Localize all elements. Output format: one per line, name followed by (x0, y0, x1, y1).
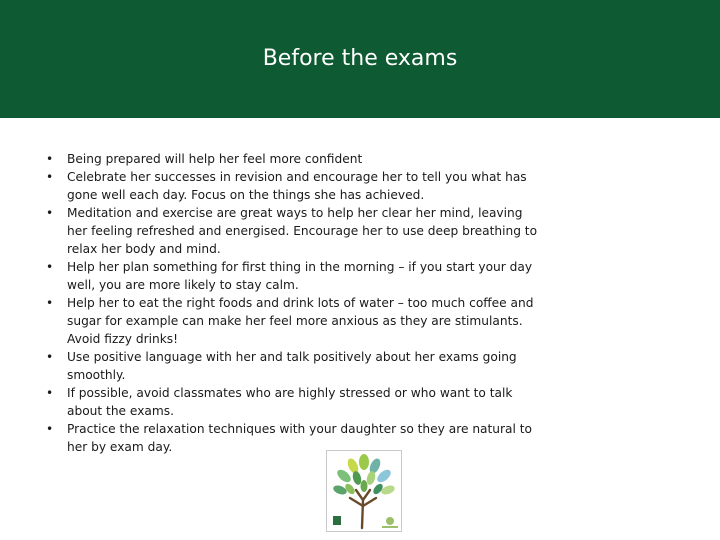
bullet-item (46, 384, 546, 420)
bullet-dot: • (46, 386, 54, 400)
bullet-text: Meditation and exercise are great ways to help her clear her mind, leaving her feeling refreshed and energised. Encourage her to use deep breathing to relax her body and mind. (67, 206, 538, 256)
bullet-dot: • (46, 350, 54, 364)
bullet-text: Practice the relaxation techniques with your daughter so they are natural to her by exam day. (67, 422, 532, 454)
bullet-item (46, 420, 546, 456)
bullet-item (46, 204, 546, 258)
bullet-dot: • (46, 170, 54, 184)
bullet-text: Help her to eat the right foods and drink lots of water – too much coffee and sugar for example can make her feel more anxious as they are stimulants. Avoid fizzy drinks! (67, 296, 534, 346)
tree-logo-icon (326, 450, 402, 532)
bullet-item (46, 294, 546, 348)
slide-title: Before the exams (262, 46, 458, 71)
bullet-dot: • (46, 206, 54, 220)
bullet-dot: • (46, 296, 54, 310)
bullet-dot: • (46, 260, 54, 274)
bullet-dot: • (46, 422, 54, 436)
bullet-list (46, 150, 546, 456)
bullet-text: Use positive language with her and talk positively about her exams going smoothly. (67, 350, 517, 382)
bullet-text: Being prepared will help her feel more confident (67, 152, 363, 166)
bullet-item (46, 168, 546, 204)
bullet-text: Celebrate her successes in revision and encourage her to tell you what has gone well each day. Focus on the things she has achieved. (67, 170, 527, 202)
bullet-item (46, 348, 546, 384)
title-banner (0, 0, 720, 118)
bullet-dot: • (46, 152, 54, 166)
bullet-text: If possible, avoid classmates who are highly stressed or who want to talk about the exams. (67, 386, 513, 418)
bullet-item (46, 258, 546, 294)
bullet-item (46, 150, 546, 168)
bullet-text: Help her plan something for first thing in the morning – if you start your day well, you are more likely to stay calm. (67, 260, 533, 292)
